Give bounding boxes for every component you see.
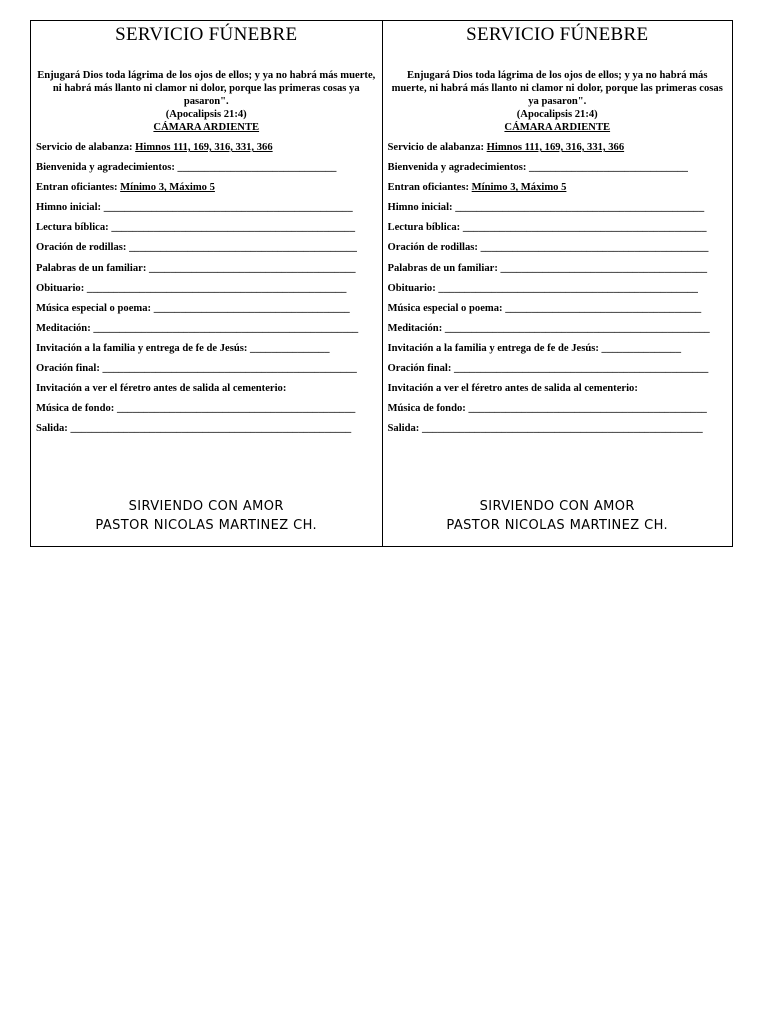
item-label: Entran oficiantes:	[387, 182, 472, 194]
footer-pastor: PASTOR NICOLAS MARTINEZ CH.	[446, 518, 669, 533]
program-item-salida	[36, 419, 382, 439]
item-blank: ___________________________________________	[480, 242, 709, 254]
item-blank: _____________________________________	[153, 302, 350, 314]
item-label: Palabras de un familiar:	[36, 262, 149, 274]
item-blank: _______________________________________	[500, 262, 708, 274]
program-item-oracion-rodillas	[36, 238, 382, 258]
card-footer	[383, 497, 733, 535]
item-blank: _____________________________________	[505, 302, 702, 314]
item-label: Oración de rodillas:	[36, 242, 130, 254]
item-label: Salida:	[387, 423, 422, 435]
program-item-lectura	[388, 218, 733, 238]
item-blank: _______________________________________________	[103, 202, 353, 214]
program-item-musica-especial	[36, 299, 382, 319]
item-blank: _____________________________________________________	[70, 423, 352, 435]
program-item-oracion-rodillas	[388, 238, 733, 258]
program-item-alabanza	[388, 138, 733, 158]
program-item-lectura	[36, 218, 382, 238]
program-sheet	[30, 20, 733, 547]
program-item-alabanza	[36, 138, 382, 158]
program-item-musica-especial	[388, 299, 733, 319]
item-value: Mínimo 3, Máximo 5	[471, 182, 567, 194]
verse-reference: (Apocalipsis 21:4)	[165, 109, 247, 120]
verse-text: Enjugará Dios toda lágrima de los ojos de ellos; y ya no habrá más muerte, ni habrá más llanto ni clamor ni dolor, porque las primeras cosas ya pasaron".	[37, 70, 376, 107]
program-item-palabras	[388, 259, 733, 279]
program-item-invitacion-familia	[36, 339, 382, 359]
item-label: Servicio de alabanza:	[387, 142, 487, 153]
item-label: Oración final:	[36, 363, 103, 375]
item-value: Himnos 111, 169, 316, 331, 366	[135, 142, 273, 153]
item-label: Himno inicial:	[36, 202, 104, 214]
item-blank: __________________________________________________	[93, 322, 359, 334]
program-item-invitacion-familia	[388, 339, 733, 359]
card-title: SERVICIO FÚNEBRE	[115, 24, 298, 45]
item-blank: _______________________________________	[149, 262, 356, 274]
section-subtitle: CÁMARA ARDIENTE	[153, 122, 260, 133]
item-blank: ______________________________	[529, 162, 688, 174]
item-blank: _____________________________________________________	[421, 423, 703, 435]
item-blank: _______________	[250, 342, 330, 354]
program-card-right	[382, 21, 733, 546]
item-label: Lectura bíblica:	[36, 222, 112, 234]
program-item-meditacion	[388, 319, 733, 339]
verse-reference: (Apocalipsis 21:4)	[516, 109, 598, 120]
program-item-salida	[388, 419, 733, 439]
item-blank: _______________________________________________	[455, 202, 705, 214]
program-item-oracion-final	[388, 359, 733, 379]
item-blank: _________________________________________________	[86, 282, 347, 294]
bible-verse	[389, 69, 727, 134]
item-label: Salida:	[36, 423, 71, 435]
bible-verse	[37, 69, 376, 134]
item-label: Himno inicial:	[387, 202, 456, 214]
program-item-musica-fondo	[36, 399, 382, 419]
item-blank: _____________________________________________	[116, 403, 356, 415]
footer-motto: SIRVIENDO CON AMOR	[479, 499, 635, 514]
program-item-obituario	[388, 279, 733, 299]
item-label: Entran oficiantes:	[36, 182, 121, 194]
card-title: SERVICIO FÚNEBRE	[466, 24, 649, 45]
item-blank: _______________	[601, 342, 681, 354]
program-item-meditacion	[36, 319, 382, 339]
item-blank: ______________________________	[177, 162, 337, 174]
program-item-feretro	[36, 379, 382, 399]
item-blank: ___________________________________________	[129, 242, 357, 254]
item-label: Música especial o poema:	[387, 302, 506, 314]
item-blank: _____________________________________________	[468, 403, 707, 415]
item-label: Obituario:	[36, 282, 87, 294]
program-item-oracion-final	[36, 359, 382, 379]
item-label: Invitación a la familia y entrega de fe de Jesús:	[36, 342, 251, 354]
section-subtitle: CÁMARA ARDIENTE	[504, 122, 611, 133]
program-item-bienvenida	[36, 158, 382, 178]
item-value: Mínimo 3, Máximo 5	[120, 182, 215, 194]
item-label: Obituario:	[387, 282, 439, 294]
item-blank: __________________________________________________	[444, 322, 710, 334]
program-item-oficiantes	[388, 178, 733, 198]
item-label: Música de fondo:	[387, 403, 469, 415]
item-label: Bienvenida y agradecimientos:	[387, 162, 530, 174]
footer-pastor: PASTOR NICOLAS MARTINEZ CH.	[95, 518, 318, 533]
item-blank: ________________________________________________	[454, 363, 709, 375]
program-item-oficiantes	[36, 178, 382, 198]
item-label: Invitación a ver el féretro antes de salida al cementerio:	[387, 383, 638, 395]
program-item-musica-fondo	[388, 399, 733, 419]
item-label: Oración de rodillas:	[387, 242, 481, 254]
program-item-bienvenida	[388, 158, 733, 178]
item-value: Himnos 111, 169, 316, 331, 366	[486, 142, 625, 153]
item-label: Servicio de alabanza:	[36, 142, 136, 153]
program-item-himno-inicial	[388, 198, 733, 218]
item-blank: _________________________________________________	[438, 282, 698, 294]
item-label: Bienvenida y agradecimientos:	[36, 162, 178, 174]
program-item-obituario	[36, 279, 382, 299]
item-label: Música especial o poema:	[36, 302, 154, 314]
item-blank: ________________________________________________	[102, 363, 357, 375]
program-item-himno-inicial	[36, 198, 382, 218]
item-label: Oración final:	[387, 363, 455, 375]
program-list	[36, 138, 382, 439]
program-item-palabras	[36, 259, 382, 279]
card-footer	[31, 497, 382, 535]
item-label: Invitación a ver el féretro antes de salida al cementerio:	[36, 383, 287, 395]
item-label: Palabras de un familiar:	[387, 262, 501, 274]
item-label: Meditación:	[36, 322, 94, 334]
item-label: Invitación a la familia y entrega de fe de Jesús:	[387, 342, 602, 354]
program-list	[388, 138, 733, 439]
program-card-left	[31, 21, 382, 546]
item-label: Lectura bíblica:	[387, 222, 463, 234]
item-label: Meditación:	[387, 322, 445, 334]
program-item-feretro	[388, 379, 733, 399]
footer-motto: SIRVIENDO CON AMOR	[128, 499, 284, 514]
verse-text: Enjugará Dios toda lágrima de los ojos de ellos; y ya no habrá más muerte, ni habrá más llanto ni clamor ni dolor, porque las primeras cosas ya pasaron".	[391, 70, 723, 107]
item-blank: ______________________________________________	[111, 222, 355, 234]
item-label: Música de fondo:	[36, 403, 117, 415]
item-blank: ______________________________________________	[462, 222, 707, 234]
